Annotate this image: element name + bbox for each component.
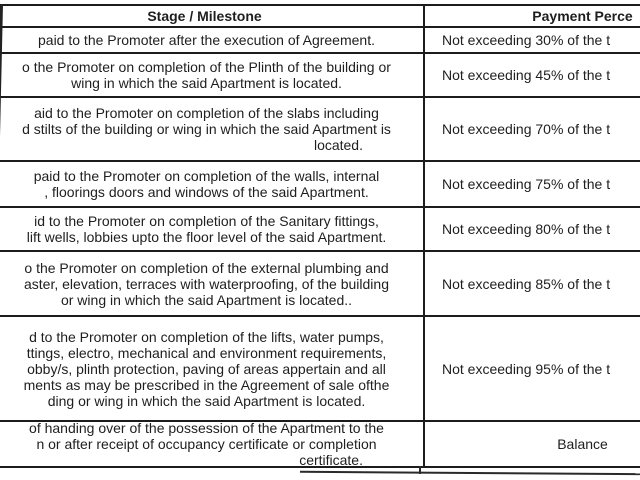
stage-line: o the Promoter on completion of the external plumbing and [24,259,389,276]
stage-line: obby/s, plinth protection, paving of areas appertain and all [27,360,386,377]
stage-line: ttings, electro, mechanical and environment requirements, [26,344,387,361]
stage-line: or wing in which the said Apartment is located.. [60,291,353,308]
payment-cell [425,252,640,315]
payment-percentage-header-label: Payment Perce [532,8,633,24]
stage-line: o the Promoter on completion of the Plinth of the building or [22,59,391,75]
table-row [0,162,640,208]
stage-cell [0,252,425,315]
payment-value: Not exceeding 70% of the t [442,121,611,137]
payment-cell [425,208,640,250]
stage-line: aster, elevation, terraces with waterproofing, of the building [24,275,389,292]
stage-cell [0,98,425,160]
stage-milestone-header-label: Stage / Milestone [147,8,262,24]
stage-line: d to the Promoter on completion of the lifts, water pumps, [29,328,384,345]
stage-cell [0,208,425,250]
payment-value: Not exceeding 75% of the t [442,176,611,192]
stage-line: paid to the Promoter after the execution of Agreement. [38,32,375,48]
stage-cell [0,162,425,206]
payment-value: Not exceeding 45% of the t [442,67,611,83]
payment-cell [425,317,640,420]
table-row [0,54,640,98]
stage-line: n or after receipt of occupancy certificate or completion [36,436,377,452]
stage-cell [0,54,425,96]
stage-line: lift wells, lobbies upto the floor level of the said Apartment. [26,229,387,245]
stage-line: d stilts of the building or wing in which the said Apartment is [22,121,391,137]
payment-cell [425,162,640,206]
payment-cell [425,422,640,466]
stage-cell [0,28,425,52]
payment-value: Not exceeding 85% of the t [442,275,611,292]
stage-line: ments as may be prescribed in the Agreement of sale ofthe [23,376,390,393]
scan-bottom-skew-line [300,471,640,475]
payment-value: Balance [557,436,608,452]
table-row [0,317,640,422]
payment-value: Not exceeding 30% of the t [442,32,611,48]
stage-line: wing in which the said Apartment is located. [71,75,342,91]
payment-schedule-table [0,4,640,468]
stage-line: , floorings doors and windows of the said Apartment. [44,184,369,200]
stage-cell [0,422,425,466]
scan-divider-stub [419,466,421,474]
payment-percentage-header-cell [425,6,640,26]
payment-cell [425,28,640,52]
payment-cell [425,54,640,96]
stage-line: paid to the Promoter on completion of the walls, internal [33,168,380,184]
stage-milestone-header-cell [0,6,425,26]
stage-line: id to the Promoter on completion of the Sanitary fittings, [34,213,379,229]
stage-line: aid to the Promoter on completion of the slabs including [34,105,379,121]
table-row [0,422,640,468]
stage-line: of handing over of the possession of the Apartment to the [29,422,384,436]
stage-line: located. [313,137,363,153]
table-row [0,208,640,252]
table-row [0,98,640,162]
payment-cell [425,98,640,160]
stage-cell [0,317,425,420]
payment-value: Not exceeding 80% of the t [442,221,611,237]
stage-line: ding or wing in which the said Apartment is located. [47,392,366,409]
table-header-row [0,6,640,28]
table-row [0,252,640,317]
stage-line: certificate. [299,452,363,466]
table-row [0,28,640,54]
payment-value: Not exceeding 95% of the t [442,360,611,377]
